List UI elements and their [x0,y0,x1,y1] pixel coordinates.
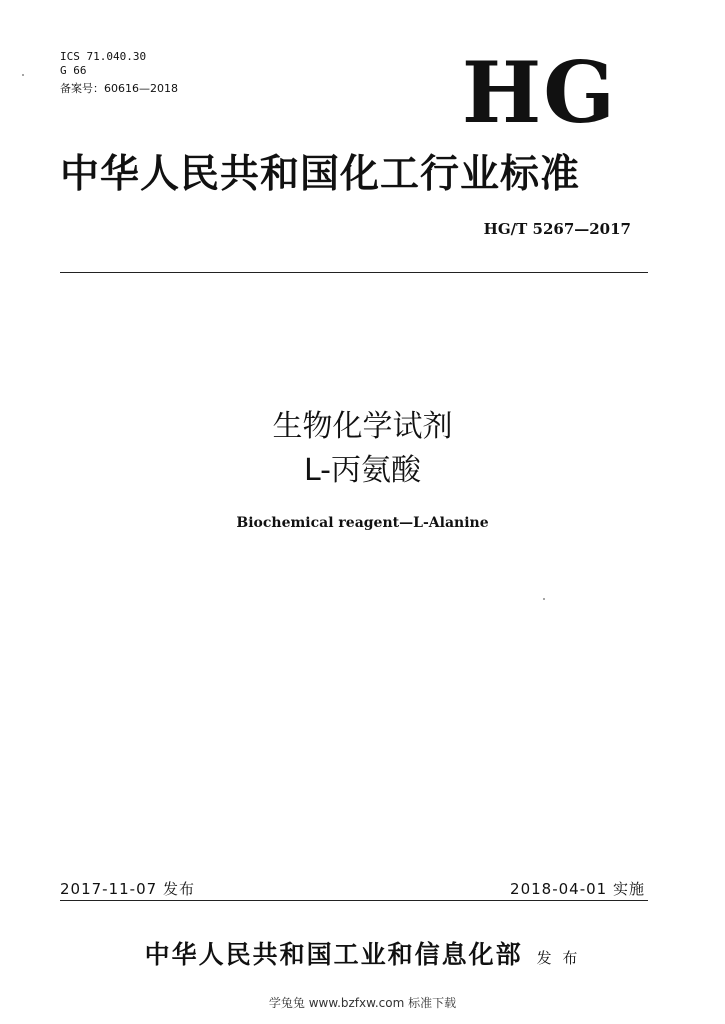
record-number: 备案号：60616—2018 [60,82,178,95]
title-cn-line2: L-丙氨酸 [303,453,421,488]
bottom-divider [60,900,648,901]
standard-code: HG/T 5267—2017 [483,220,631,238]
footer-watermark: 学兔兔 www.bzfxw.com 标准下载 [268,996,457,1010]
standard-category-title: 中华人民共和国化工行业标准 [60,151,581,197]
issuing-authority [0,935,725,971]
implementation-date: 2018-04-01 实施 [510,880,645,898]
ics-number: ICS 71.040.30 [60,50,147,63]
hg-logo: HG [461,43,617,142]
issue-date: 2017-11-07 发布 [60,880,195,898]
top-divider [60,272,648,273]
issuer-name: 中华人民共和国工业和信息化部 [144,940,523,969]
scan-speck [22,74,24,76]
scan-speck [543,598,545,600]
document-title-en: Biochemical reagent—L-Alanine [236,515,489,531]
title-cn-line1: 生物化学试剂 [272,409,453,444]
issuer-action: 发 布 [536,949,581,967]
classification-code: G 66 [60,64,87,77]
document-title-cn [0,405,725,493]
